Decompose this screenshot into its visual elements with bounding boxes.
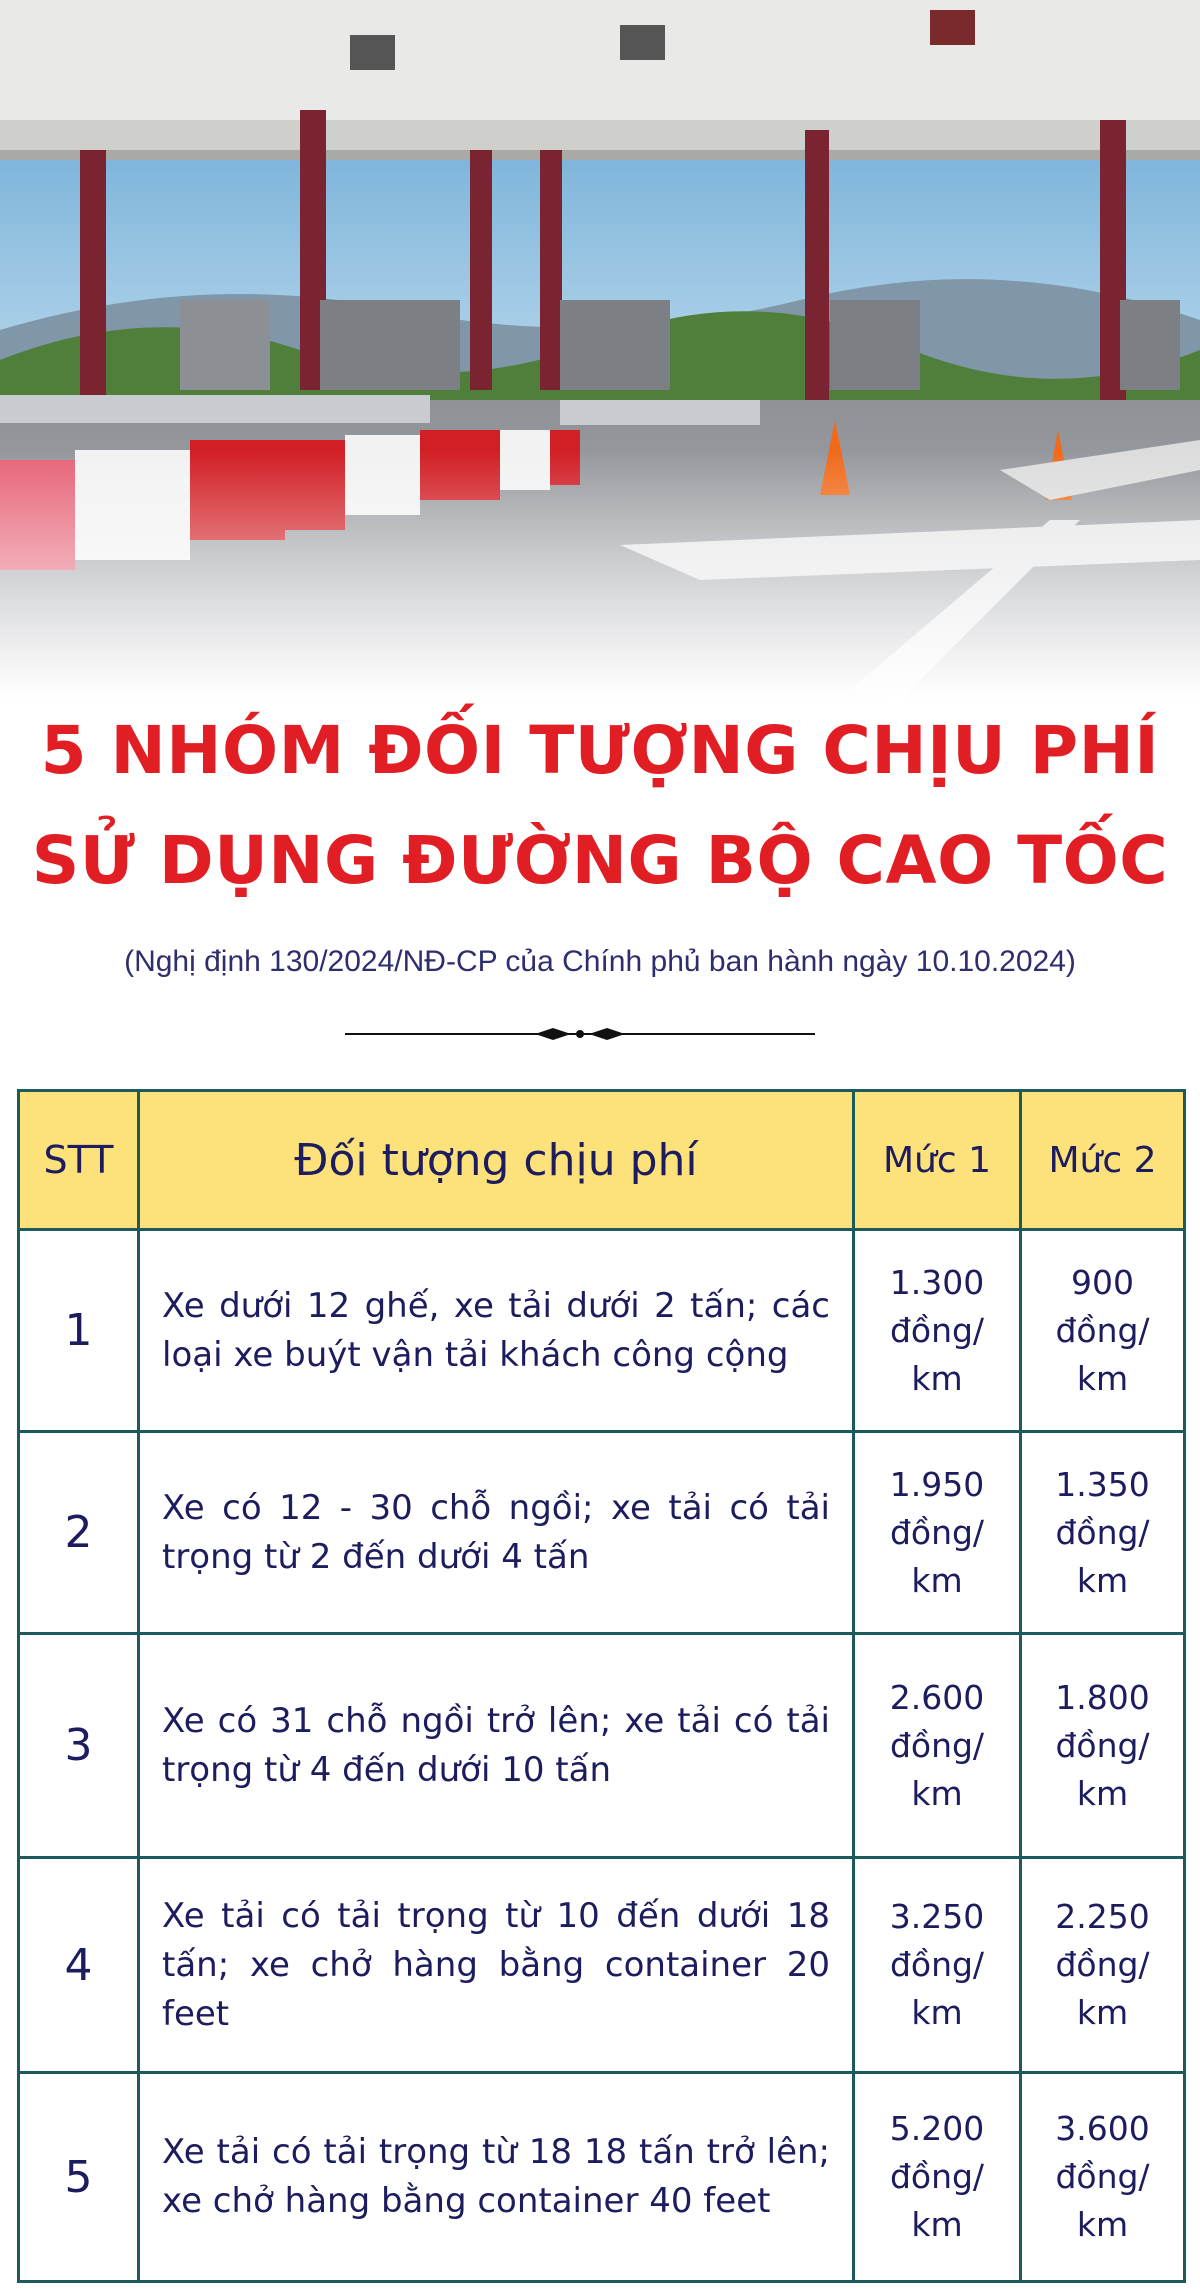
fee-unit-km: km	[911, 1358, 963, 1398]
toll-fee-table	[17, 1089, 1186, 2283]
row-level-1	[854, 1858, 1021, 2073]
fee-unit: đồng/	[889, 1725, 985, 1765]
fee-unit-km: km	[911, 2205, 963, 2244]
row-level-2	[1021, 1432, 1185, 1634]
row-number: 4	[19, 1858, 139, 2073]
row-subject: Xe tải có tải trọng từ 18 18 tấn trở lên; xe chở hàng bằng container 40 feet	[139, 2073, 854, 2282]
header-stt: STT	[19, 1091, 139, 1230]
page-title-line-2: SỬ DỤNG ĐƯỜNG BỘ CAO TỐC	[31, 822, 1169, 899]
row-level-1	[854, 2073, 1021, 2282]
fee-unit: đồng/	[1055, 1945, 1150, 1984]
fee-unit: đồng/	[1055, 1725, 1150, 1765]
fee-amount: 900	[1071, 1262, 1134, 1302]
fee-amount: 3.250	[889, 1897, 985, 1936]
fee-amount: 1.350	[1055, 1464, 1150, 1504]
row-level-1	[854, 1230, 1021, 1432]
header-level-2: Mức 2	[1021, 1091, 1185, 1230]
fee-unit-km: km	[1076, 1993, 1129, 2032]
row-number: 5	[19, 2073, 139, 2282]
page-title-line-1: 5 NHÓM ĐỐI TƯỢNG CHỊU PHÍ	[40, 712, 1160, 789]
fee-amount: 1.300	[889, 1262, 985, 1302]
row-subject: Xe tải có tải trọng từ 10 đến dưới 18 tấn; xe chở hàng bằng container 20 feet	[139, 1858, 854, 2073]
row-subject: Xe dưới 12 ghế, xe tải dưới 2 tấn; các loại xe buýt vận tải khách công cộng	[139, 1230, 854, 1432]
fee-unit: đồng/	[1055, 1512, 1150, 1552]
table-header-row	[19, 1091, 1185, 1230]
fee-amount: 5.200	[889, 2109, 985, 2148]
fee-amount: 2.250	[1055, 1897, 1150, 1936]
fee-unit-km: km	[911, 1773, 963, 1813]
decree-subtitle: (Nghị định 130/2024/NĐ-CP của Chính phủ ban hành ngày 10.10.2024)	[124, 945, 1076, 978]
fee-unit: đồng/	[889, 2157, 985, 2196]
header-level-1: Mức 1	[854, 1091, 1021, 1230]
fee-amount: 2.600	[889, 1677, 985, 1717]
fee-unit-km: km	[1076, 1773, 1129, 1813]
row-subject: Xe có 31 chỗ ngồi trở lên; xe tải có tải trọng từ 4 đến dưới 10 tấn	[139, 1634, 854, 1858]
row-level-2	[1021, 1230, 1185, 1432]
fee-unit: đồng/	[889, 1945, 985, 1984]
fee-unit-km: km	[1076, 2205, 1129, 2244]
fee-amount: 1.950	[889, 1464, 985, 1504]
fee-unit: đồng/	[1055, 2157, 1150, 2196]
table-row	[19, 1230, 1185, 1432]
row-number: 2	[19, 1432, 139, 1634]
fee-amount: 3.600	[1055, 2109, 1150, 2148]
fee-unit-km: km	[1076, 1358, 1129, 1398]
fee-unit-km: km	[911, 1993, 963, 2032]
row-level-1	[854, 1634, 1021, 1858]
row-level-2	[1021, 1634, 1185, 1858]
row-level-2	[1021, 2073, 1185, 2282]
fee-unit-km: km	[1076, 1560, 1129, 1600]
fee-amount: 1.800	[1055, 1677, 1150, 1717]
table-row	[19, 1432, 1185, 1634]
row-level-1	[854, 1432, 1021, 1634]
fee-unit-km: km	[911, 1560, 963, 1600]
row-number: 3	[19, 1634, 139, 1858]
table-row	[19, 1634, 1185, 1858]
fee-unit: đồng/	[1055, 1310, 1150, 1350]
hero-toll-plaza-image	[0, 0, 1200, 700]
table-row	[19, 1858, 1185, 2073]
row-subject: Xe có 12 - 30 chỗ ngồi; xe tải có tải trọng từ 2 đến dưới 4 tấn	[139, 1432, 854, 1634]
header-subject: Đối tượng chịu phí	[139, 1091, 854, 1230]
fee-unit: đồng/	[889, 1512, 985, 1552]
row-level-2	[1021, 1858, 1185, 2073]
fee-unit: đồng/	[889, 1310, 985, 1350]
ornament-divider	[345, 1020, 815, 1048]
table-row	[19, 2073, 1185, 2282]
row-number: 1	[19, 1230, 139, 1432]
